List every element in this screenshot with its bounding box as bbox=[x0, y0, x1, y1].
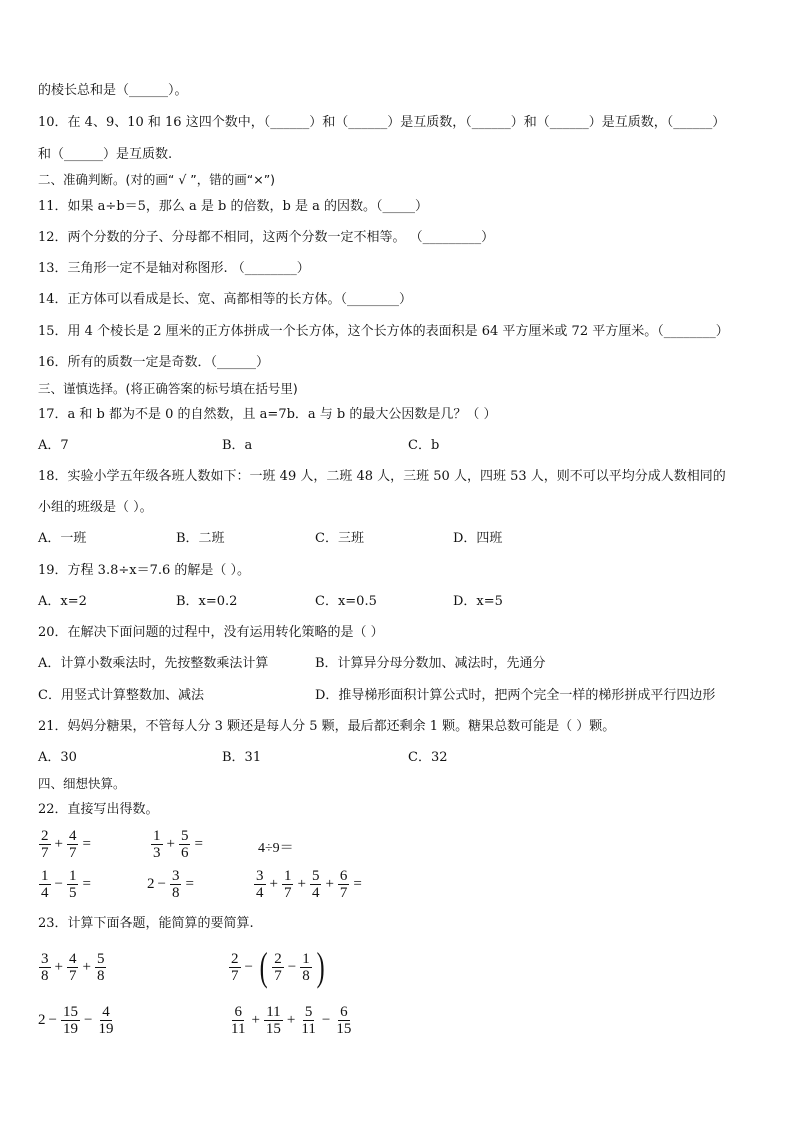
q22-expr-4: 1 4 − $\frac{1}{5}$ = bbox=[41, 868, 91, 901]
q10-line-2: 和（______）是互质数. bbox=[38, 147, 173, 162]
q19-option-b: B．x=0.2 bbox=[176, 594, 238, 609]
q22-expr-1: 2 7 + $\frac{4}{7}$ = bbox=[41, 828, 91, 861]
q18-option-b: B．二班 bbox=[176, 531, 225, 546]
q17-option-b: B．a bbox=[222, 438, 253, 453]
q19-line: 19．方程 3.8÷x＝7.6 的解是（ ）。 bbox=[38, 563, 251, 578]
q12-line: 12．两个分数的分子、分母都不相同，这两个分数一定不相等。 （_________） bbox=[38, 230, 495, 245]
q21-line: 21．妈妈分糖果，不管每人分 3 颗还是每人分 5 颗，最后都还剩余 1 颗。糖果总数可能是（ ）颗。 bbox=[38, 719, 616, 734]
section-2-heading: 二、准确判断。(对的画“ √ ”，错的画“×”) bbox=[38, 172, 276, 187]
right-paren: ) bbox=[316, 944, 325, 989]
q20-option-b: B．计算异分母分数加、减法时，先通分 bbox=[315, 656, 546, 671]
q23-expr-3: 2 − $\frac{15}{19}$ − $\frac{4}{19}$ bbox=[38, 1004, 114, 1037]
q20-line: 20．在解决下面问题的过程中，没有运用转化策略的是（ ） bbox=[38, 625, 384, 640]
q19-option-d: D．x=5 bbox=[453, 594, 503, 609]
q21-option-c: C．32 bbox=[408, 750, 448, 765]
q16-line: 16．所有的质数一定是奇数．（______） bbox=[38, 355, 270, 370]
q22-expr-5: 2 − $\frac{3}{8}$ = bbox=[147, 868, 194, 901]
q18-option-d: D．四班 bbox=[453, 531, 503, 546]
q18-option-a: A．一班 bbox=[38, 531, 87, 546]
q17-option-a: A．7 bbox=[38, 438, 69, 453]
q20-option-d: D．推导梯形面积计算公式时，把两个完全一样的梯形拼成平行四边形 bbox=[315, 688, 716, 703]
q15-line: 15．用 4 个棱长是 2 厘米的正方体拼成一个长方体，这个长方体的表面积是 64 平方厘米或 72 平方厘米。（________） bbox=[38, 324, 729, 339]
q22-expr-3: 4÷9＝ bbox=[258, 841, 294, 856]
q18-line-2: 小组的班级是（ ）。 bbox=[38, 500, 153, 515]
q22-line: 22．直接写出得数。 bbox=[38, 802, 159, 817]
q9-tail-line: 的棱长总和是（______）。 bbox=[38, 83, 188, 98]
q11-line: 11．如果 a÷b＝5，那么 a 是 b 的倍数，b 是 a 的因数。（_____） bbox=[38, 199, 428, 214]
q18-line-1: 18．实验小学五年级各班人数如下：一班 49 人，二班 48 人，三班 50 人，四班 53 人，则不可以平均分成人数相同的 bbox=[38, 469, 726, 484]
q10-line-1: 10．在 4、9、10 和 16 这四个数中，（______）和（______）是互质数，（______）和（______）是互质数，（______） bbox=[38, 115, 726, 130]
q19-option-c: C．x=0.5 bbox=[315, 594, 377, 609]
q13-line: 13．三角形一定不是轴对称图形. （________） bbox=[38, 261, 310, 276]
q20-option-a: A．计算小数乘法时，先按整数乘法计算 bbox=[38, 656, 269, 671]
q17-option-c: C．b bbox=[408, 438, 440, 453]
q17-line: 17．a 和 b 都为不是 0 的自然数，且 a=7b．a 与 b 的最大公因数是几？（ ） bbox=[38, 407, 497, 422]
q23-expr-1: 3 8 + $\frac{4}{7}$ + $\frac{5}{8}$ bbox=[41, 951, 105, 984]
q21-option-b: B．31 bbox=[222, 750, 262, 765]
q22-expr-6: 3 4 + $\frac{1}{7}$ + $\frac{5}{4}$ + $\frac{6}{7}$ = bbox=[256, 868, 362, 901]
section-4-heading: 四、细想快算。 bbox=[38, 776, 126, 791]
q19-option-a: A．x=2 bbox=[38, 594, 87, 609]
q18-option-c: C．三班 bbox=[315, 531, 364, 546]
q22-expr-2: 1 3 + $\frac{5}{6}$ = bbox=[153, 828, 203, 861]
q23-expr-4: 6 11 + $\frac{11}{15}$ + $\frac{5}{11}$ − $\frac{6}{15}$ bbox=[231, 1004, 352, 1037]
q14-line: 14．正方体可以看成是长、宽、高都相等的长方体。（________） bbox=[38, 292, 413, 307]
q23-expr-2: 2 7 − ( 2 7 − $\frac{1}{8}$ ) bbox=[231, 944, 325, 989]
q23-line: 23．计算下面各题，能简算的要简算. bbox=[38, 916, 254, 931]
left-paren: ( bbox=[259, 944, 268, 989]
q20-option-c: C．用竖式计算整数加、减法 bbox=[38, 688, 204, 703]
q21-option-a: A．30 bbox=[38, 750, 77, 765]
section-3-heading: 三、谨慎选择。(将正确答案的标号填在括号里) bbox=[38, 381, 298, 396]
